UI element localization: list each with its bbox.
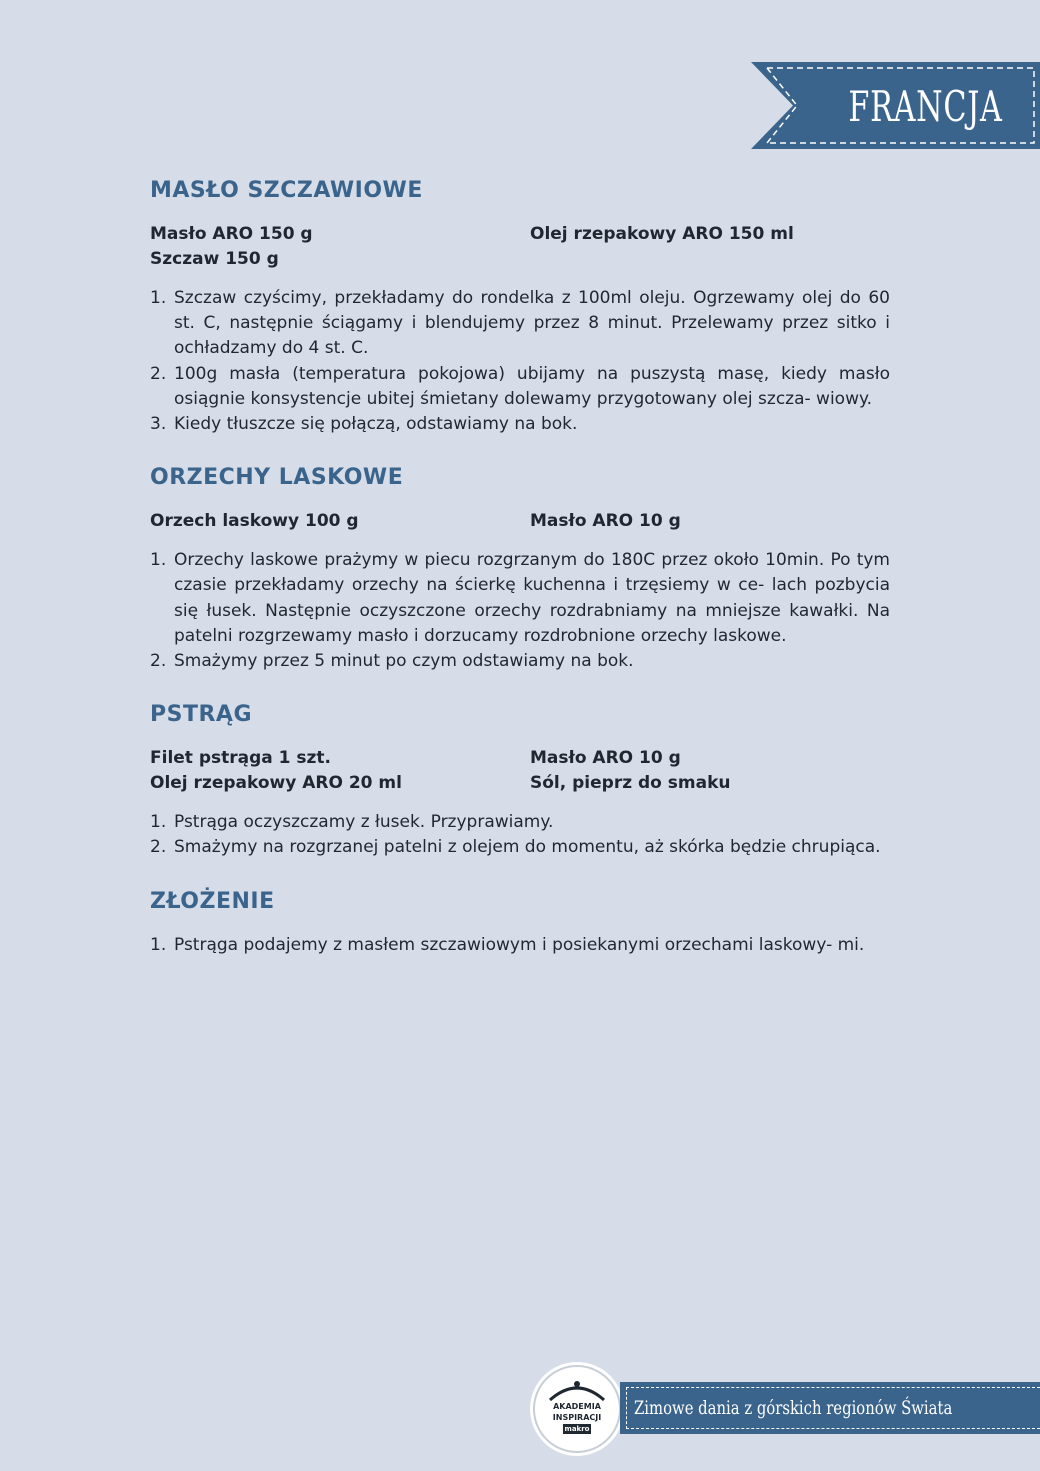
steps-list: [150, 286, 890, 437]
ingredient-row: [150, 509, 890, 534]
step-number: 1.: [150, 550, 167, 571]
step-item: [150, 362, 890, 412]
ingredient-item: [530, 247, 890, 272]
step-item: [150, 835, 890, 860]
step-item: [150, 286, 890, 362]
ingredients-list: [150, 746, 890, 796]
step-text: 100g masła (temperatura pokojowa) ubijamy na puszystą masę, kiedy masło osiągnie konsystencje ubitej śmietany dolewamy przygotowany olej szcza- wiowy.: [174, 363, 890, 409]
ingredient-row: [150, 222, 890, 247]
footer-band: [620, 1382, 1040, 1434]
step-number: 2.: [150, 651, 167, 672]
step-text: Kiedy tłuszcze się połączą, odstawiamy na bok.: [174, 414, 578, 435]
ingredient-item: Masło ARO 10 g: [530, 511, 681, 532]
akademia-logo: [530, 1362, 624, 1456]
recipe-section: [150, 887, 890, 958]
step-item: [150, 548, 890, 649]
step-text: Szczaw czyścimy, przekładamy do rondelka z 100ml oleju. Ogrzewamy olej do 60 st. C, następnie ściągamy i blendujemy przez 8 minut. Przelewamy przez sitko i ochładzamy do 4 st. C.: [174, 288, 890, 359]
ingredients-list: [150, 509, 890, 534]
country-ribbon: [751, 62, 1040, 149]
step-number: 2.: [150, 837, 167, 858]
ingredient-item: Orzech laskowy 100 g: [150, 511, 359, 532]
recipe-section: [150, 700, 890, 860]
step-item: [150, 810, 890, 835]
ingredient-item: Sól, pieprz do smaku: [530, 773, 731, 794]
ingredient-item: Masło ARO 10 g: [530, 748, 681, 769]
footer-tagline: Zimowe dania z górskich regionów Świata: [634, 1397, 953, 1419]
recipe-section: [150, 463, 890, 674]
ingredient-item: Szczaw 150 g: [150, 249, 279, 269]
step-number: 1.: [150, 288, 167, 308]
ingredient-row: [150, 247, 890, 272]
ingredient-row: [150, 746, 890, 771]
section-title: PSTRĄG: [150, 702, 252, 728]
ingredient-row: [150, 771, 890, 796]
ingredient-item: Masło ARO 150 g: [150, 224, 313, 244]
logo-line-1: AKADEMIA: [553, 1402, 601, 1411]
section-title: ORZECHY LASKOWE: [150, 465, 404, 491]
country-title: FRANCJA: [848, 81, 1003, 131]
section-title: ZŁOŻENIE: [150, 888, 275, 914]
steps-list: [150, 933, 890, 958]
recipe-content: [150, 176, 890, 984]
ingredient-item: Filet pstrąga 1 szt.: [150, 748, 332, 769]
step-item: [150, 412, 890, 437]
step-text: Pstrąga oczyszczamy z łusek. Przyprawiamy.: [174, 812, 554, 833]
step-item: [150, 649, 890, 674]
logo-brand: makro: [564, 1425, 590, 1433]
ingredients-list: [150, 222, 890, 272]
ingredient-item: Olej rzepakowy ARO 20 ml: [150, 773, 402, 794]
step-text: Pstrąga podajemy z masłem szczawiowym i posiekanymi orzechami laskowy- mi.: [174, 934, 865, 955]
step-number: 2.: [150, 363, 167, 384]
step-text: Smażymy przez 5 minut po czym odstawiamy na bok.: [174, 651, 634, 672]
step-number: 3.: [150, 414, 167, 435]
step-number: 1.: [150, 812, 167, 833]
step-text: Smażymy na rozgrzanej patelni z olejem do momentu, aż skórka będzie chrupiąca.: [174, 837, 881, 858]
recipe-section: [150, 176, 890, 437]
step-text: Orzechy laskowe prażymy w piecu rozgrzanym do 180C przez około 10min. Po tym czasie przekładamy orzechy na ścierkę kuchenna i trzęsiemy w ce- lach pozbycia się łusek. Następnie oczyszczone orzechy rozdrabniamy na mniejsze kawałki. Na patelni rozgrzewamy masło i dorzucamy rozdrobnione orzechy laskowe.: [174, 550, 890, 646]
steps-list: [150, 810, 890, 860]
logo-line-2: INSPIRACJI: [552, 1413, 602, 1422]
step-item: [150, 933, 890, 958]
ingredient-item: Olej rzepakowy ARO 150 ml: [530, 224, 794, 244]
steps-list: [150, 548, 890, 674]
step-number: 1.: [150, 934, 167, 955]
section-title: MASŁO SZCZAWIOWE: [150, 178, 423, 203]
